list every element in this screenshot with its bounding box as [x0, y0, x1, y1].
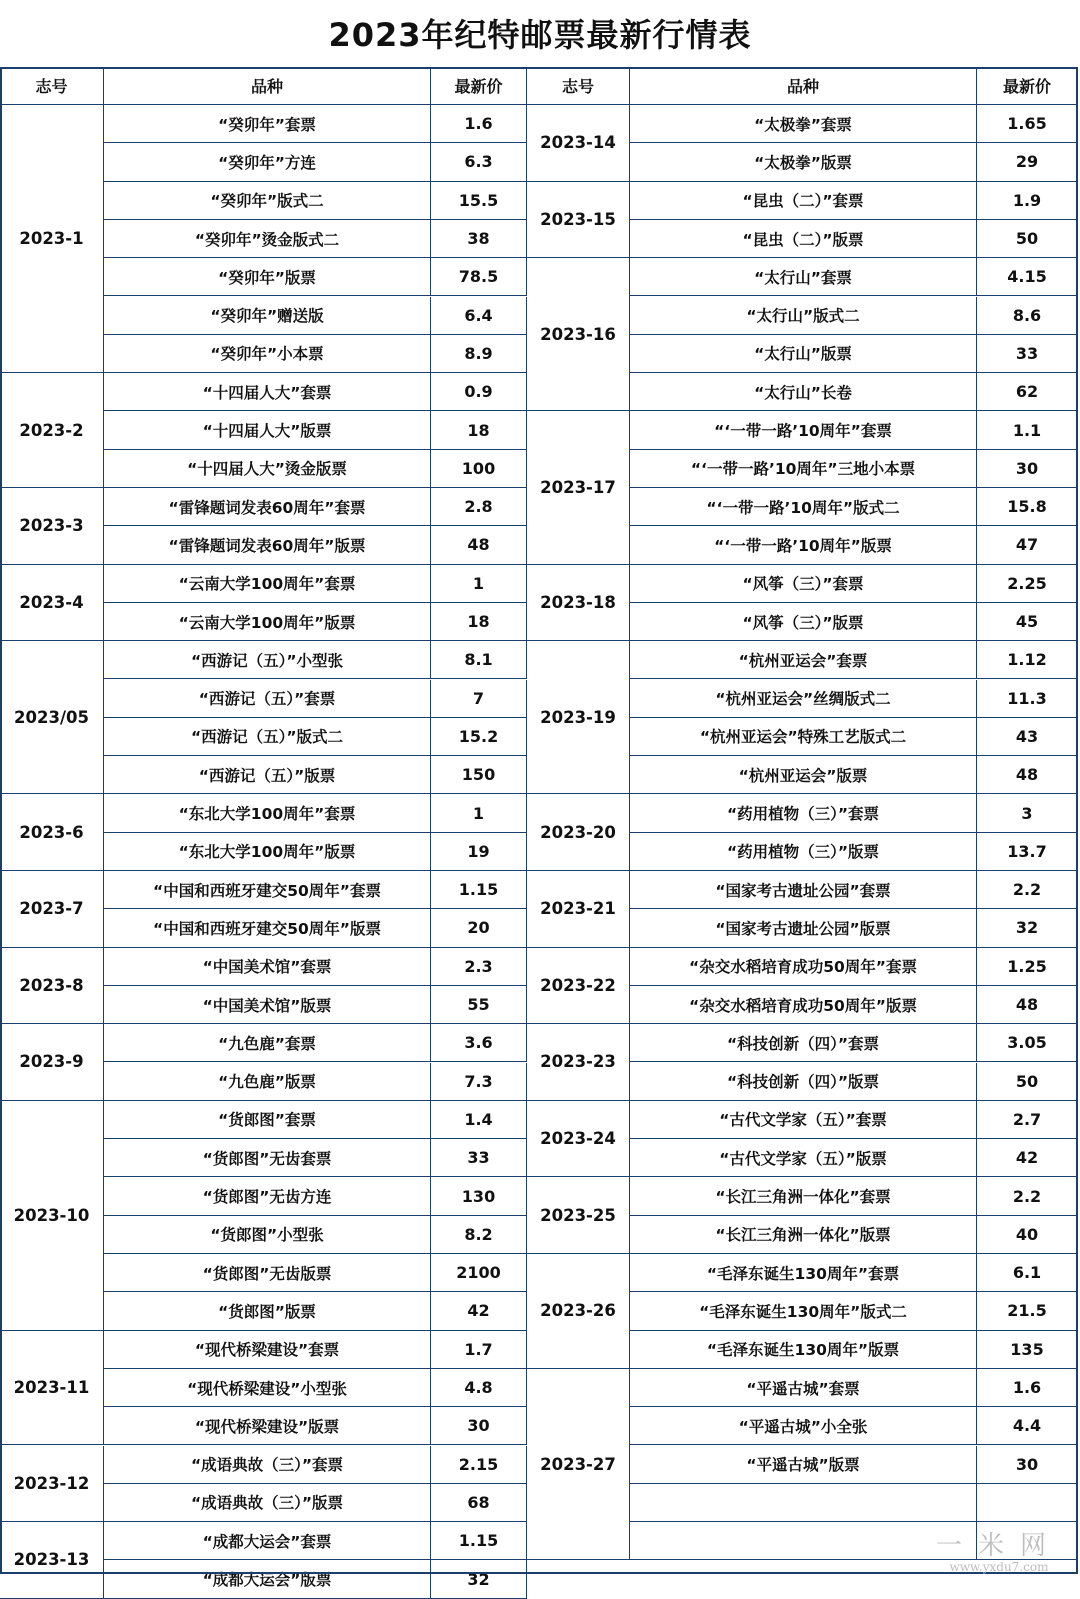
left-latest-price: 7 [431, 680, 527, 718]
left-latest-price: 18 [431, 603, 527, 641]
right-latest-price: 8.6 [977, 297, 1078, 335]
left-stamp-item: “癸卯年”烫金版式二 [104, 220, 431, 258]
watermark-logo-text: 一米网 [935, 1531, 1062, 1561]
right-latest-price: 30 [977, 450, 1078, 488]
right-issue-code: 2023-18 [527, 565, 630, 642]
left-latest-price: 2.3 [431, 948, 527, 986]
left-latest-price: 68 [431, 1484, 527, 1522]
right-stamp-item: “国家考古遗址公园”套票 [630, 871, 977, 909]
left-stamp-item: “中国和西班牙建交50周年”版票 [104, 909, 431, 947]
right-stamp-item: “太行山”长卷 [630, 373, 977, 411]
right-latest-price: 4.15 [977, 258, 1078, 296]
left-stamp-item: “成都大运会”版票 [104, 1560, 431, 1598]
left-latest-price: 1.4 [431, 1101, 527, 1139]
left-stamp-item: “癸卯年”版票 [104, 258, 431, 296]
right-stamp-item: “杂交水稻培育成功50周年”套票 [630, 948, 977, 986]
left-latest-price: 6.4 [431, 297, 527, 335]
right-issue-code: 2023-20 [527, 794, 630, 871]
right-stamp-item: “长江三角洲一体化”套票 [630, 1177, 977, 1215]
left-issue-code: 2023-1 [0, 105, 104, 373]
left-latest-price: 15.5 [431, 182, 527, 220]
right-latest-price: 21.5 [977, 1292, 1078, 1330]
left-stamp-item: “雷锋题词发表60周年”套票 [104, 488, 431, 526]
right-latest-price: 29 [977, 143, 1078, 181]
left-latest-price: 8.9 [431, 335, 527, 373]
right-issue-code: 2023-15 [527, 182, 630, 259]
right-latest-price: 1.6 [977, 1369, 1078, 1407]
right-latest-price: 43 [977, 718, 1078, 756]
left-stamp-item: “货郎图”小型张 [104, 1216, 431, 1254]
left-issue-code: 2023-6 [0, 794, 104, 871]
right-latest-price: 48 [977, 756, 1078, 794]
right-latest-price: 50 [977, 1063, 1078, 1101]
left-issue-code: 2023-13 [0, 1522, 104, 1599]
right-issue-code: 2023-16 [527, 258, 630, 411]
left-header-code: 志号 [0, 67, 104, 105]
right-stamp-item: “杂交水稻培育成功50周年”版票 [630, 986, 977, 1024]
right-stamp-item: “毛泽东诞生130周年”套票 [630, 1254, 977, 1292]
left-stamp-item: “货郎图”无齿方连 [104, 1177, 431, 1215]
left-stamp-item: “货郎图”版票 [104, 1292, 431, 1330]
left-latest-price: 8.2 [431, 1216, 527, 1254]
right-issue-code: 2023-22 [527, 948, 630, 1025]
right-latest-price: 2.2 [977, 871, 1078, 909]
left-latest-price: 19 [431, 833, 527, 871]
right-stamp-item: “太行山”套票 [630, 258, 977, 296]
left-latest-price: 1.15 [431, 1522, 527, 1560]
left-stamp-item: “东北大学100周年”版票 [104, 833, 431, 871]
left-header-item: 品种 [104, 67, 431, 105]
right-issue-code: 2023-23 [527, 1024, 630, 1101]
left-issue-code: 2023/05 [0, 641, 104, 794]
right-latest-price: 33 [977, 335, 1078, 373]
left-latest-price: 2.15 [431, 1446, 527, 1484]
left-stamp-item: “十四届人大”烫金版票 [104, 450, 431, 488]
left-latest-price: 30 [431, 1407, 527, 1445]
right-header-price: 最新价 [977, 67, 1078, 105]
right-latest-price: 13.7 [977, 833, 1078, 871]
right-stamp-item [630, 1522, 977, 1560]
left-stamp-item: “雷锋题词发表60周年”版票 [104, 526, 431, 564]
left-latest-price: 1.6 [431, 105, 527, 143]
left-issue-code: 2023-8 [0, 948, 104, 1025]
left-issue-code: 2023-2 [0, 373, 104, 488]
left-latest-price: 1 [431, 565, 527, 603]
site-watermark [936, 1532, 1062, 1574]
right-issue-code: 2023-14 [527, 105, 630, 182]
right-header-code: 志号 [527, 67, 630, 105]
right-latest-price: 45 [977, 603, 1078, 641]
right-stamp-item: “毛泽东诞生130周年”版票 [630, 1331, 977, 1369]
right-stamp-item: “杭州亚运会”丝绸版式二 [630, 680, 977, 718]
left-latest-price: 150 [431, 756, 527, 794]
right-stamp-item: “昆虫（二）”版票 [630, 220, 977, 258]
right-latest-price: 2.2 [977, 1177, 1078, 1215]
left-stamp-item: “中国和西班牙建交50周年”套票 [104, 871, 431, 909]
left-latest-price: 15.2 [431, 718, 527, 756]
left-latest-price: 32 [431, 1560, 527, 1598]
right-stamp-item: “古代文学家（五）”套票 [630, 1101, 977, 1139]
left-latest-price: 20 [431, 909, 527, 947]
right-stamp-item: “平遥古城”小全张 [630, 1407, 977, 1445]
right-stamp-item: “古代文学家（五）”版票 [630, 1139, 977, 1177]
right-stamp-item: “‘一带一路’10周年”版式二 [630, 488, 977, 526]
left-stamp-item: “成语典故（三）”套票 [104, 1446, 431, 1484]
right-header-item: 品种 [630, 67, 977, 105]
left-latest-price: 1.15 [431, 871, 527, 909]
left-issue-code: 2023-4 [0, 565, 104, 642]
left-stamp-item: “西游记（五）”小型张 [104, 641, 431, 679]
left-header-price: 最新价 [431, 67, 527, 105]
right-stamp-item: “药用植物（三）”版票 [630, 833, 977, 871]
left-stamp-item: “十四届人大”版票 [104, 411, 431, 449]
right-stamp-item: “科技创新（四）”套票 [630, 1024, 977, 1062]
left-stamp-item: “中国美术馆”套票 [104, 948, 431, 986]
left-latest-price: 4.8 [431, 1369, 527, 1407]
right-stamp-item: “太极拳”套票 [630, 105, 977, 143]
right-latest-price: 1.65 [977, 105, 1078, 143]
right-latest-price [977, 1484, 1078, 1522]
right-latest-price: 3.05 [977, 1024, 1078, 1062]
left-stamp-item: “现代桥梁建设”套票 [104, 1331, 431, 1369]
left-stamp-item: “癸卯年”赠送版 [104, 297, 431, 335]
page-title: 2023年纪特邮票最新行情表 [328, 16, 752, 54]
right-stamp-item: “‘一带一路’10周年”版票 [630, 526, 977, 564]
left-stamp-item: “云南大学100周年”版票 [104, 603, 431, 641]
watermark-url: www.yxdu7.com [949, 1560, 1049, 1574]
left-stamp-item: “东北大学100周年”套票 [104, 794, 431, 832]
left-issue-code: 2023-10 [0, 1101, 104, 1331]
left-stamp-item: “九色鹿”版票 [104, 1063, 431, 1101]
right-stamp-item: “太极拳”版票 [630, 143, 977, 181]
right-latest-price: 3 [977, 794, 1078, 832]
left-latest-price: 1.7 [431, 1331, 527, 1369]
left-stamp-item: “云南大学100周年”套票 [104, 565, 431, 603]
left-stamp-item: “货郎图”无齿版票 [104, 1254, 431, 1292]
left-stamp-item: “货郎图”套票 [104, 1101, 431, 1139]
right-stamp-item: “‘一带一路’10周年”套票 [630, 411, 977, 449]
right-latest-price: 15.8 [977, 488, 1078, 526]
right-stamp-item: “杭州亚运会”版票 [630, 756, 977, 794]
left-stamp-item: “西游记（五）”套票 [104, 680, 431, 718]
left-issue-code: 2023-12 [0, 1446, 104, 1523]
right-latest-price: 40 [977, 1216, 1078, 1254]
left-stamp-item: “十四届人大”套票 [104, 373, 431, 411]
left-latest-price: 1 [431, 794, 527, 832]
right-issue-code: 2023-19 [527, 641, 630, 794]
left-latest-price: 0.9 [431, 373, 527, 411]
left-stamp-item: “癸卯年”方连 [104, 143, 431, 181]
right-issue-code: 2023-17 [527, 411, 630, 564]
right-latest-price: 48 [977, 986, 1078, 1024]
left-stamp-item: “货郎图”无齿套票 [104, 1139, 431, 1177]
right-latest-price: 2.7 [977, 1101, 1078, 1139]
left-stamp-item: “癸卯年”套票 [104, 105, 431, 143]
left-issue-code: 2023-11 [0, 1331, 104, 1446]
right-stamp-item: “平遥古城”套票 [630, 1369, 977, 1407]
left-stamp-item: “癸卯年”小本票 [104, 335, 431, 373]
right-stamp-item: “杭州亚运会”套票 [630, 641, 977, 679]
left-latest-price: 78.5 [431, 258, 527, 296]
right-issue-code: 2023-21 [527, 871, 630, 948]
right-stamp-item: “科技创新（四）”版票 [630, 1063, 977, 1101]
right-latest-price: 32 [977, 909, 1078, 947]
left-stamp-item: “西游记（五）”版票 [104, 756, 431, 794]
right-latest-price: 47 [977, 526, 1078, 564]
right-issue-code: 2023-24 [527, 1101, 630, 1178]
left-issue-code: 2023-7 [0, 871, 104, 948]
right-stamp-item: “太行山”版票 [630, 335, 977, 373]
right-stamp-item: “平遥古城”版票 [630, 1446, 977, 1484]
right-stamp-item: “风筝（三）”版票 [630, 603, 977, 641]
right-latest-price: 6.1 [977, 1254, 1078, 1292]
left-stamp-item: “九色鹿”套票 [104, 1024, 431, 1062]
left-stamp-item: “西游记（五）”版式二 [104, 718, 431, 756]
right-stamp-item: “国家考古遗址公园”版票 [630, 909, 977, 947]
left-stamp-item: “中国美术馆”版票 [104, 986, 431, 1024]
left-latest-price: 55 [431, 986, 527, 1024]
left-latest-price: 6.3 [431, 143, 527, 181]
left-issue-code: 2023-3 [0, 488, 104, 565]
right-latest-price: 50 [977, 220, 1078, 258]
left-latest-price: 2100 [431, 1254, 527, 1292]
right-stamp-item: “太行山”版式二 [630, 297, 977, 335]
left-latest-price: 18 [431, 411, 527, 449]
left-latest-price: 38 [431, 220, 527, 258]
left-latest-price: 3.6 [431, 1024, 527, 1062]
left-stamp-item: “现代桥梁建设”版票 [104, 1407, 431, 1445]
left-issue-code: 2023-9 [0, 1024, 104, 1101]
left-stamp-item: “成语典故（三）”版票 [104, 1484, 431, 1522]
right-issue-code: 2023-25 [527, 1177, 630, 1254]
right-latest-price: 42 [977, 1139, 1078, 1177]
right-stamp-item: “风筝（三）”套票 [630, 565, 977, 603]
right-issue-code: 2023-27 [527, 1369, 630, 1561]
right-stamp-item: “长江三角洲一体化”版票 [630, 1216, 977, 1254]
right-issue-code: 2023-26 [527, 1254, 630, 1369]
left-latest-price: 42 [431, 1292, 527, 1330]
left-latest-price: 100 [431, 450, 527, 488]
right-latest-price: 2.25 [977, 565, 1078, 603]
left-latest-price: 33 [431, 1139, 527, 1177]
right-latest-price: 62 [977, 373, 1078, 411]
right-stamp-item [630, 1484, 977, 1522]
right-latest-price: 1.25 [977, 948, 1078, 986]
right-stamp-item: “毛泽东诞生130周年”版式二 [630, 1292, 977, 1330]
left-stamp-item: “癸卯年”版式二 [104, 182, 431, 220]
left-stamp-item: “现代桥梁建设”小型张 [104, 1369, 431, 1407]
right-latest-price: 135 [977, 1331, 1078, 1369]
right-latest-price: 1.9 [977, 182, 1078, 220]
left-latest-price: 2.8 [431, 488, 527, 526]
right-stamp-item: “药用植物（三）”套票 [630, 794, 977, 832]
left-latest-price: 8.1 [431, 641, 527, 679]
left-stamp-item: “成都大运会”套票 [104, 1522, 431, 1560]
right-latest-price: 1.1 [977, 411, 1078, 449]
right-stamp-item: “昆虫（二）”套票 [630, 182, 977, 220]
price-table [0, 67, 1078, 1590]
right-latest-price: 30 [977, 1446, 1078, 1484]
right-latest-price: 4.4 [977, 1407, 1078, 1445]
right-stamp-item: “杭州亚运会”特殊工艺版式二 [630, 718, 977, 756]
right-latest-price: 11.3 [977, 680, 1078, 718]
right-stamp-item: “‘一带一路’10周年”三地小本票 [630, 450, 977, 488]
left-latest-price: 7.3 [431, 1063, 527, 1101]
left-latest-price: 48 [431, 526, 527, 564]
left-latest-price: 130 [431, 1177, 527, 1215]
right-latest-price: 1.12 [977, 641, 1078, 679]
